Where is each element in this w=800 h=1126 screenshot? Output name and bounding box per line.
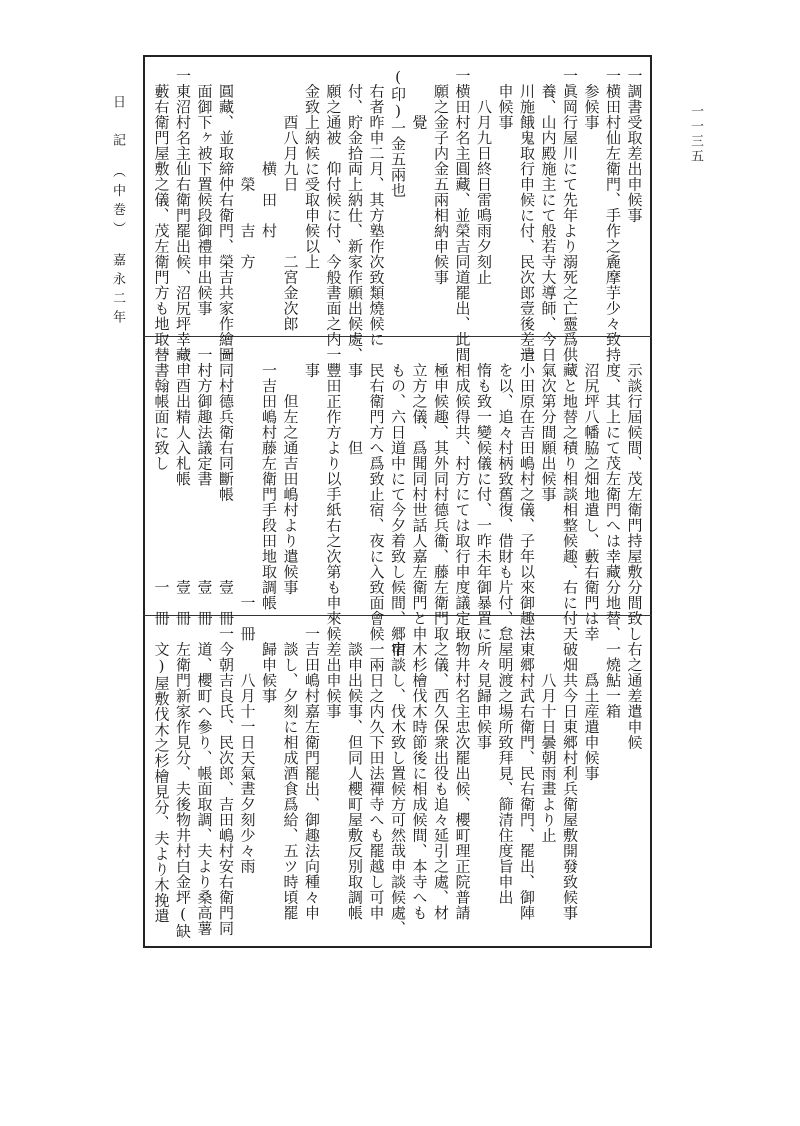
text-line: 酉八月九日 二宮金次郎 [281, 68, 300, 332]
text-line: 一燒鮎一箱 [604, 626, 622, 719]
era-label: 嘉永二年 [110, 253, 125, 329]
text-line: 一今朝吉良氏、民次郎、吉田嶋村安右衛門同 [217, 626, 235, 936]
text-line: 一東沼村名主仙右衛門罷出候、沼尻坪幸藏、 [174, 68, 192, 378]
text-line: 一同村德兵衛右同斷帳 壹 冊 [217, 347, 235, 626]
section-bottom [150, 68, 645, 378]
text-line: 極申候趣、其外同村德兵衞、藤左衛門取 [432, 347, 450, 642]
text-line: 道、櫻町へ參り、帳面取調、夫より桑高薯 [195, 626, 214, 936]
text-line: 談申出候事、但同人櫻町屋敷反別取調帳 [346, 626, 364, 921]
text-line: 面御下ヶ被下置候段御禮申出候事 [195, 68, 214, 316]
text-line: 之儀、西久保衆出役も追々延引之處、材 [432, 626, 450, 921]
text-line: 文)屋敷伐木之杉檜見分、夫より木挽遣 [152, 626, 171, 924]
text-line: 爲土産遣申候事 [582, 626, 601, 781]
text-line: 一横田村仙左衛門、手作之麁摩芋少々致持 [604, 68, 622, 363]
text-line: 示談行屆候間、茂左衛門持屋敷分間致し [625, 347, 644, 642]
text-line: 金致上納候に受取申候以上 [303, 68, 321, 270]
text-line: 事 但 [346, 347, 364, 456]
text-line: 所々見歸申候事 [475, 626, 493, 750]
text-line: 参候事 [582, 68, 601, 130]
text-line: 一小田原在吉田嶋村之儀、子年以來御趣法 [518, 347, 536, 642]
text-line: 民右衛門方へ爲致止宿、夜に入致面會候 [367, 347, 386, 642]
text-line: 立方之儀、爲聞同村世話人嘉左衛門と申 [410, 347, 429, 642]
text-line: 差出申候事 [324, 626, 343, 719]
volume-label: （中巻） [110, 171, 125, 234]
text-line: 屋明渡之場所致拜見、篩清住度旨申出 [496, 626, 515, 905]
text-line: を以、追々村柄致舊復、借財も片付、怠 [496, 347, 515, 642]
text-line: 相成候得共、村方にては取行申度議定取 [453, 347, 472, 642]
text-line: 一書翰帳面に致し 一 冊 [152, 347, 171, 626]
running-title: 日 記 [110, 95, 125, 152]
running-header [108, 95, 127, 329]
text-line: 右之通差遣申候 [625, 626, 644, 750]
text-line: 度、其上にて茂左衛門へは幸藏分地替、 [604, 347, 622, 642]
text-line: 一村方御趣法議定書 壹 冊 [195, 347, 214, 626]
page-number: 一一三五 [688, 104, 703, 164]
text-line: 願之金子内金五兩相納申候事 [432, 68, 450, 285]
text-line: 一豐田正作方より以手紙右之次第も申來候 [324, 347, 343, 642]
text-line: 左衛門新家作見分、夫後物井村白金坪(缺 [174, 626, 192, 939]
text-line: 藪右衛門屋敷之儀、茂左衛門方も地取替 [152, 68, 171, 363]
text-line: 一吉田嶋村藤左衛門手段田地取調帳 [260, 347, 278, 611]
text-line: 八月九日終日雷鳴雨夕刻止 [475, 68, 493, 285]
section-top [150, 626, 645, 938]
text-line: 付、貯金拾両上納仕、新家作願出候處、 [346, 68, 364, 363]
text-line: 覺 [410, 68, 429, 130]
text-line: 一東郷村武右衛門、民右衛門、罷出、御陣 [518, 626, 536, 921]
section-middle [150, 347, 645, 657]
text-line: 申候事 [496, 68, 515, 130]
text-line: 横 田 村 [260, 68, 278, 239]
text-line: 沼尻坪八幡脇之畑地遣し、藪右衛門は幸 [582, 347, 601, 642]
text-line: 一吉田嶋村嘉左衛門罷出、御趣法向種々申 [303, 626, 321, 921]
text-line: 歸申候事 [260, 626, 278, 704]
text-line: 八月十一日天氣晝夕刻少々雨 [238, 626, 257, 874]
text-line: 一破畑共今日東郷村利兵衛屋敷開發致候事 [561, 626, 579, 921]
text-line: 木杉檜伐木時節後に相成候間、本寺へも [410, 626, 429, 921]
text-line: 惰も致一變候儀に付、一昨未年御暴置に [475, 347, 493, 642]
text-line: 申談し、伐木致し置候方可然哉申談候處、 [389, 626, 407, 936]
text-line: 一申酉出精人入札帳 壹 冊 [174, 347, 192, 626]
text-line: 右者昨申二月、其方塾作次致類燒候に [367, 68, 386, 347]
text-line: 一眞岡行屋川にて先年より溺死之亡靈爲供 [561, 68, 579, 363]
text-line: 養、山内殿施主にて般若寺大導師、今日 [539, 68, 558, 363]
text-line: 圓藏、並取締仲右衛門、榮吉共家作繪圖 [217, 68, 235, 363]
text-line: 氣次第分間願出候事 [539, 347, 558, 502]
text-line: 一 冊 [238, 347, 257, 642]
text-line: 藏と地替之積り相談相整候趣、右に付天 [561, 347, 579, 642]
text-line: 事 [303, 347, 321, 378]
text-line: 一調書受取差出申候事 [625, 68, 644, 223]
text-line: もの、六日道中にて今夕着致し候間、郷宿 [389, 347, 407, 657]
text-line: 一横田村名主圓藏、並榮吉同道罷出、此間 [453, 68, 472, 363]
text-line: 川施餓鬼取行申候に付、民次郎壹後差遣 [518, 68, 536, 363]
text-line: 八月十日曇朝雨畫より止 [539, 626, 558, 843]
text-line: 但左之通吉田嶋村より遣候事 [281, 347, 300, 595]
text-line: 一物井村名主忠次罷出候、櫻町理正院普請 [453, 626, 472, 921]
text-line: (印)一金五兩也 [389, 68, 407, 198]
text-line: 一兩日之内久下田法禪寺へも罷越し可申 [367, 626, 386, 921]
text-line: 榮 吉 方 [238, 68, 257, 270]
text-line: 願之通被 仰付候に付、今般書面之内 [324, 68, 343, 347]
text-line: 談し、夕刻に相成酒食爲給、五ツ時頃罷 [281, 626, 300, 921]
